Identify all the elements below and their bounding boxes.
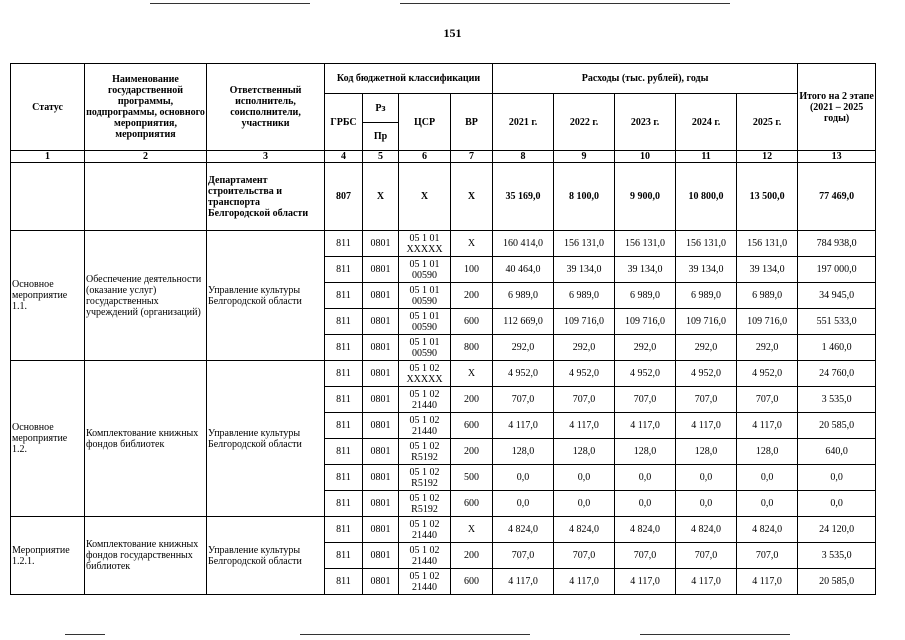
rzpr-cell: 0801: [363, 569, 399, 595]
value-cell: 4 117,0: [615, 569, 676, 595]
vr-cell: Х: [451, 361, 493, 387]
value-cell: 0,0: [737, 465, 798, 491]
value-cell: 0,0: [737, 491, 798, 517]
column-number: 2: [85, 151, 207, 163]
total-cell: 20 585,0: [798, 413, 876, 439]
header-vr: ВР: [451, 94, 493, 151]
rzpr-cell: 0801: [363, 491, 399, 517]
value-cell: 4 824,0: [493, 517, 554, 543]
grbs-cell: 811: [325, 257, 363, 283]
total-cell: 20 585,0: [798, 569, 876, 595]
value-cell: 109 716,0: [554, 309, 615, 335]
value-cell: 707,0: [676, 543, 737, 569]
csr-cell: 05 1 01 00590: [399, 257, 451, 283]
column-number: 9: [554, 151, 615, 163]
rzpr-cell: 0801: [363, 361, 399, 387]
header-year-2024: 2024 г.: [676, 94, 737, 151]
page-number: 151: [443, 26, 462, 40]
vr-cell: 500: [451, 465, 493, 491]
csr-cell: 05 1 02 ХХХХХ: [399, 361, 451, 387]
value-cell: 109 716,0: [676, 309, 737, 335]
total-cell: 784 938,0: [798, 231, 876, 257]
dept-value-2024: 10 800,0: [676, 163, 737, 231]
value-cell: 4 117,0: [676, 569, 737, 595]
rzpr-cell: 0801: [363, 517, 399, 543]
department-row: [11, 163, 876, 231]
column-number: 3: [207, 151, 325, 163]
vr-cell: 600: [451, 569, 493, 595]
csr-cell: 05 1 01 00590: [399, 335, 451, 361]
grbs-cell: 811: [325, 517, 363, 543]
value-cell: 707,0: [737, 543, 798, 569]
value-cell: 4 117,0: [493, 569, 554, 595]
rzpr-cell: 0801: [363, 257, 399, 283]
header-rz: Рз: [363, 94, 399, 123]
dept-total: 77 469,0: [798, 163, 876, 231]
csr-cell: 05 1 02 21440: [399, 569, 451, 595]
grbs-cell: 811: [325, 491, 363, 517]
grbs-cell: 811: [325, 335, 363, 361]
dept-rzpr: Х: [363, 163, 399, 231]
dept-value-2023: 9 900,0: [615, 163, 676, 231]
value-cell: 707,0: [493, 543, 554, 569]
table-row: [11, 231, 876, 257]
column-number: 5: [363, 151, 399, 163]
value-cell: 4 952,0: [554, 361, 615, 387]
value-cell: 109 716,0: [615, 309, 676, 335]
value-cell: 4 117,0: [493, 413, 554, 439]
total-cell: 24 760,0: [798, 361, 876, 387]
grbs-cell: 811: [325, 543, 363, 569]
value-cell: 0,0: [676, 465, 737, 491]
csr-cell: 05 1 02 R5192: [399, 491, 451, 517]
value-cell: 39 134,0: [615, 257, 676, 283]
value-cell: 4 824,0: [676, 517, 737, 543]
value-cell: 0,0: [554, 465, 615, 491]
value-cell: 6 989,0: [554, 283, 615, 309]
column-number: 13: [798, 151, 876, 163]
column-number: 4: [325, 151, 363, 163]
total-cell: 34 945,0: [798, 283, 876, 309]
budget-groups: [11, 231, 876, 595]
column-number: 6: [399, 151, 451, 163]
value-cell: 4 117,0: [615, 413, 676, 439]
bottom-rule-right: [640, 634, 790, 635]
value-cell: 0,0: [554, 491, 615, 517]
group-name: Обеспечение деятельности (оказание услуг) государственных учреждений (организаций): [85, 231, 207, 361]
header-year-2025: 2025 г.: [737, 94, 798, 151]
header-executor: Ответственный исполнитель, соисполнители, участники: [207, 64, 325, 151]
total-cell: 551 533,0: [798, 309, 876, 335]
dept-grbs: 807: [325, 163, 363, 231]
value-cell: 292,0: [554, 335, 615, 361]
header-expenses: Расходы (тыс. рублей), годы: [493, 64, 798, 94]
total-cell: 0,0: [798, 491, 876, 517]
value-cell: 707,0: [615, 387, 676, 413]
group-status: Мероприятие 1.2.1.: [11, 517, 85, 595]
value-cell: 0,0: [493, 465, 554, 491]
total-cell: 640,0: [798, 439, 876, 465]
vr-cell: 600: [451, 491, 493, 517]
dept-value-2022: 8 100,0: [554, 163, 615, 231]
column-number: 12: [737, 151, 798, 163]
dept-vr: Х: [451, 163, 493, 231]
value-cell: 128,0: [615, 439, 676, 465]
value-cell: 128,0: [737, 439, 798, 465]
vr-cell: 100: [451, 257, 493, 283]
rzpr-cell: 0801: [363, 543, 399, 569]
value-cell: 4 952,0: [615, 361, 676, 387]
value-cell: 4 117,0: [676, 413, 737, 439]
value-cell: 156 131,0: [615, 231, 676, 257]
header-year-2023: 2023 г.: [615, 94, 676, 151]
csr-cell: 05 1 02 R5192: [399, 465, 451, 491]
value-cell: 156 131,0: [737, 231, 798, 257]
csr-cell: 05 1 02 21440: [399, 543, 451, 569]
value-cell: 112 669,0: [493, 309, 554, 335]
total-cell: 197 000,0: [798, 257, 876, 283]
value-cell: 4 952,0: [676, 361, 737, 387]
value-cell: 6 989,0: [737, 283, 798, 309]
value-cell: 40 464,0: [493, 257, 554, 283]
csr-cell: 05 1 02 21440: [399, 387, 451, 413]
budget-table: [10, 63, 876, 595]
value-cell: 39 134,0: [676, 257, 737, 283]
top-rule-left: [150, 3, 310, 4]
grbs-cell: 811: [325, 309, 363, 335]
value-cell: 0,0: [615, 491, 676, 517]
top-rule-right: [400, 3, 730, 4]
group-status: Основное мероприятие 1.1.: [11, 231, 85, 361]
csr-cell: 05 1 01 ХХХХХ: [399, 231, 451, 257]
csr-cell: 05 1 01 00590: [399, 283, 451, 309]
value-cell: 707,0: [737, 387, 798, 413]
value-cell: 4 824,0: [554, 517, 615, 543]
value-cell: 160 414,0: [493, 231, 554, 257]
header-grbs: ГРБС: [325, 94, 363, 151]
rzpr-cell: 0801: [363, 231, 399, 257]
value-cell: 292,0: [737, 335, 798, 361]
vr-cell: 200: [451, 283, 493, 309]
table-row: [11, 517, 876, 543]
header-year-2022: 2022 г.: [554, 94, 615, 151]
value-cell: 0,0: [676, 491, 737, 517]
dept-value-2021: 35 169,0: [493, 163, 554, 231]
value-cell: 292,0: [493, 335, 554, 361]
header-pr: Пр: [363, 123, 399, 151]
header-name: Наименование государственной программы, подпрограммы, основного мероприятия, мероприятия: [85, 64, 207, 151]
value-cell: 4 952,0: [493, 361, 554, 387]
value-cell: 707,0: [554, 543, 615, 569]
dept-status-cell: [11, 163, 85, 231]
grbs-cell: 811: [325, 231, 363, 257]
vr-cell: Х: [451, 231, 493, 257]
total-cell: 3 535,0: [798, 387, 876, 413]
value-cell: 4 117,0: [554, 413, 615, 439]
value-cell: 156 131,0: [554, 231, 615, 257]
value-cell: 0,0: [493, 491, 554, 517]
column-number: 1: [11, 151, 85, 163]
vr-cell: 800: [451, 335, 493, 361]
value-cell: 156 131,0: [676, 231, 737, 257]
value-cell: 707,0: [615, 543, 676, 569]
value-cell: 292,0: [615, 335, 676, 361]
group-executor: Управление культуры Белгородской области: [207, 517, 325, 595]
column-number: 7: [451, 151, 493, 163]
group-executor: Управление культуры Белгородской области: [207, 231, 325, 361]
column-number: 10: [615, 151, 676, 163]
rzpr-cell: 0801: [363, 465, 399, 491]
grbs-cell: 811: [325, 439, 363, 465]
dept-executor: Департамент строительства и транспорта Белгородской области: [207, 163, 325, 231]
value-cell: 109 716,0: [737, 309, 798, 335]
rzpr-cell: 0801: [363, 309, 399, 335]
grbs-cell: 811: [325, 569, 363, 595]
group-executor: Управление культуры Белгородской области: [207, 361, 325, 517]
group-name: Комплектование книжных фондов государственных библиотек: [85, 517, 207, 595]
column-number-row: [11, 151, 876, 163]
dept-csr: Х: [399, 163, 451, 231]
vr-cell: 200: [451, 543, 493, 569]
rzpr-cell: 0801: [363, 283, 399, 309]
value-cell: 707,0: [493, 387, 554, 413]
group-name: Комплектование книжных фондов библиотек: [85, 361, 207, 517]
rzpr-cell: 0801: [363, 387, 399, 413]
value-cell: 6 989,0: [493, 283, 554, 309]
rzpr-cell: 0801: [363, 413, 399, 439]
column-number: 8: [493, 151, 554, 163]
csr-cell: 05 1 02 21440: [399, 413, 451, 439]
grbs-cell: 811: [325, 361, 363, 387]
grbs-cell: 811: [325, 387, 363, 413]
value-cell: 707,0: [554, 387, 615, 413]
total-cell: 24 120,0: [798, 517, 876, 543]
grbs-cell: 811: [325, 465, 363, 491]
value-cell: 6 989,0: [676, 283, 737, 309]
header-total: Итого на 2 этапе (2021 – 2025 годы): [798, 64, 876, 151]
value-cell: 4 117,0: [737, 413, 798, 439]
csr-cell: 05 1 01 00590: [399, 309, 451, 335]
value-cell: 128,0: [493, 439, 554, 465]
header-status: Статус: [11, 64, 85, 151]
value-cell: 4 117,0: [554, 569, 615, 595]
bottom-rule-left: [65, 634, 105, 635]
vr-cell: 200: [451, 439, 493, 465]
value-cell: 128,0: [554, 439, 615, 465]
value-cell: 6 989,0: [615, 283, 676, 309]
rzpr-cell: 0801: [363, 335, 399, 361]
grbs-cell: 811: [325, 413, 363, 439]
table-row: [11, 361, 876, 387]
grbs-cell: 811: [325, 283, 363, 309]
value-cell: 4 824,0: [615, 517, 676, 543]
vr-cell: 600: [451, 413, 493, 439]
value-cell: 39 134,0: [554, 257, 615, 283]
group-status: Основное мероприятие 1.2.: [11, 361, 85, 517]
value-cell: 4 952,0: [737, 361, 798, 387]
value-cell: 39 134,0: [737, 257, 798, 283]
value-cell: 707,0: [676, 387, 737, 413]
total-cell: 3 535,0: [798, 543, 876, 569]
value-cell: 4 117,0: [737, 569, 798, 595]
csr-cell: 05 1 02 21440: [399, 517, 451, 543]
value-cell: 4 824,0: [737, 517, 798, 543]
csr-cell: 05 1 02 R5192: [399, 439, 451, 465]
vr-cell: 600: [451, 309, 493, 335]
dept-name-cell: [85, 163, 207, 231]
dept-value-2025: 13 500,0: [737, 163, 798, 231]
total-cell: 1 460,0: [798, 335, 876, 361]
value-cell: 128,0: [676, 439, 737, 465]
vr-cell: 200: [451, 387, 493, 413]
bottom-rule-mid: [300, 634, 530, 635]
vr-cell: Х: [451, 517, 493, 543]
total-cell: 0,0: [798, 465, 876, 491]
value-cell: 292,0: [676, 335, 737, 361]
header-budget-code: Код бюджетной классификации: [325, 64, 493, 94]
value-cell: 0,0: [615, 465, 676, 491]
header-year-2021: 2021 г.: [493, 94, 554, 151]
column-number: 11: [676, 151, 737, 163]
rzpr-cell: 0801: [363, 439, 399, 465]
header-csr: ЦСР: [399, 94, 451, 151]
